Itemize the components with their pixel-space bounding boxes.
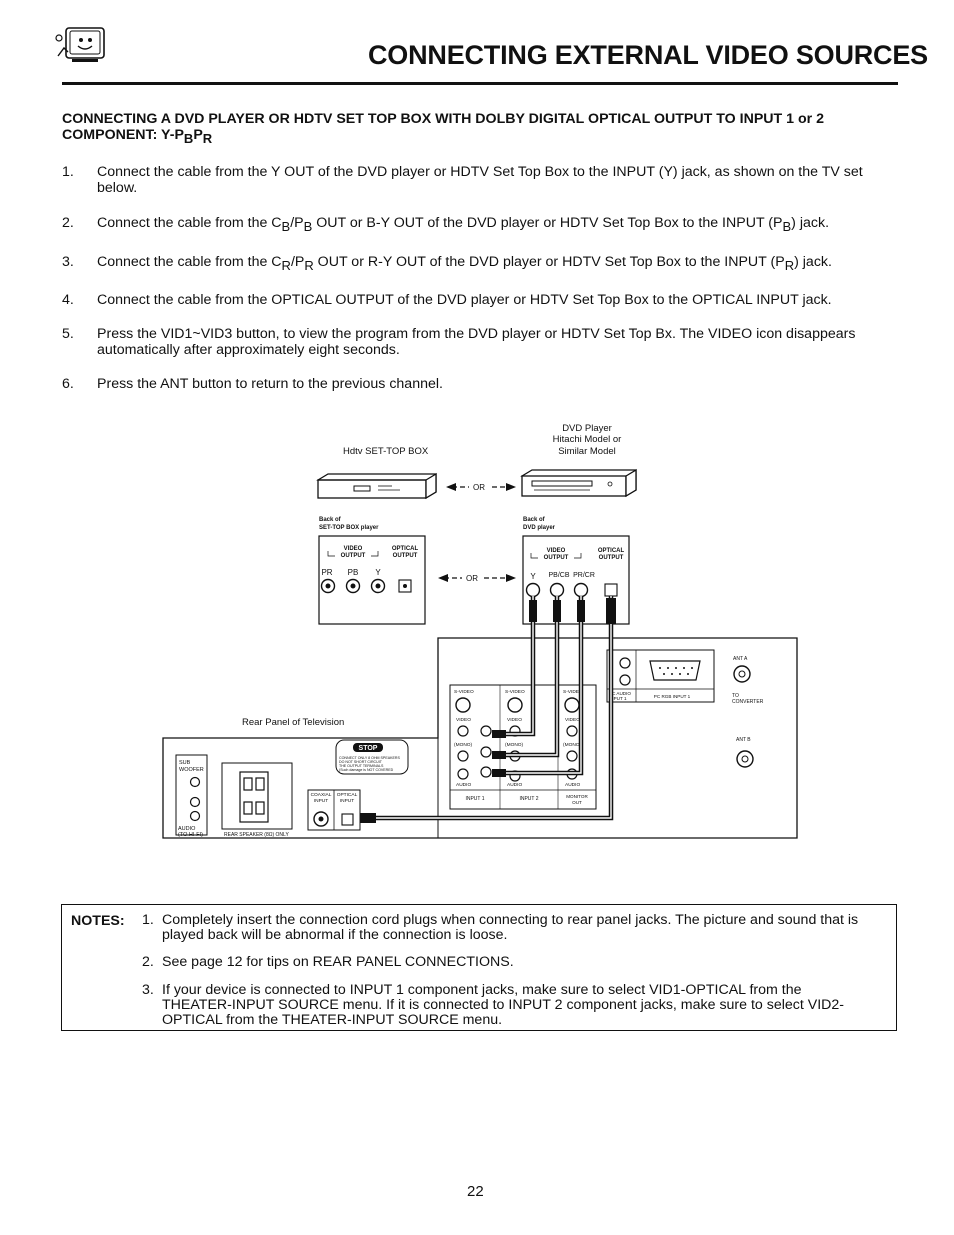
back-dvd-label-2: DVD player bbox=[523, 525, 556, 531]
tv-rear-panel bbox=[163, 638, 797, 838]
settop-back-panel bbox=[319, 536, 425, 624]
connection-diagram bbox=[160, 418, 800, 848]
dvd-player-illustration bbox=[522, 470, 636, 496]
dvd-jack-y: Y bbox=[530, 572, 536, 581]
svg-text:VIDEO: VIDEO bbox=[507, 718, 522, 723]
dvd-label-1: DVD Player bbox=[562, 423, 612, 434]
tv-mascot-icon bbox=[54, 26, 108, 66]
svg-text:ANT B: ANT B bbox=[736, 737, 751, 743]
svg-text:INPUT 1: INPUT 1 bbox=[465, 796, 485, 802]
notes-box: NOTES: 1. Completely insert the connection cord plugs when connecting to rear panel jacks. The picture and sound that is played back will be abnormal if the connection is loose. 2. See page 12 for tips on REAR PANEL CONNECTIONS. 3. If your device is connected to INPUT 1 component jacks, make sure to select VID1-OPTICAL from the THEATER-INPUT SOURCE menu. If it is connected to INPUT 2 component jacks, make sure to select VID2-OPTICAL from the THEATER-INPUT SOURCE menu. bbox=[61, 904, 897, 1031]
svg-text:S-VIDEO: S-VIDEO bbox=[505, 690, 525, 695]
svg-text:WOOFER: WOOFER bbox=[179, 767, 204, 773]
stop-warning-icon bbox=[336, 740, 408, 774]
svg-text:OPTICAL: OPTICAL bbox=[336, 793, 358, 798]
settop-box-illustration bbox=[318, 474, 436, 498]
svg-text:CONVERTER: CONVERTER bbox=[732, 699, 764, 705]
svg-text:COAXIAL: COAXIAL bbox=[310, 793, 332, 798]
svg-text:(MONO): (MONO) bbox=[563, 743, 582, 748]
or-label-middle: OR bbox=[466, 574, 478, 583]
back-settop-label-1: Back of bbox=[319, 517, 341, 523]
dvd-label-2: Hitachi Model or bbox=[552, 434, 622, 445]
svg-text:CONNECT ONLY 8 OHM SPEAKERS: CONNECT ONLY 8 OHM SPEAKERS bbox=[339, 756, 400, 760]
svg-text:S-VIDEO: S-VIDEO bbox=[454, 690, 474, 695]
svg-text:S-VIDEO: S-VIDEO bbox=[563, 690, 583, 695]
svg-text:INPUT 2: INPUT 2 bbox=[519, 796, 539, 802]
svg-text:OUTPUT: OUTPUT bbox=[340, 553, 366, 559]
svg-text:(MONO): (MONO) bbox=[454, 743, 473, 748]
svg-text:TO: TO bbox=[732, 693, 739, 699]
settop-jack-pr: PR bbox=[321, 568, 333, 577]
svg-text:SUB: SUB bbox=[179, 760, 191, 766]
svg-text:VIDEO: VIDEO bbox=[456, 718, 471, 723]
back-dvd-label-1: Back of bbox=[523, 517, 545, 523]
svg-text:PC RGB INPUT 1: PC RGB INPUT 1 bbox=[653, 694, 691, 699]
or-label-top: OR bbox=[473, 483, 485, 492]
svg-text:MONITOR: MONITOR bbox=[566, 794, 588, 799]
title-rule bbox=[62, 82, 898, 85]
settop-jack-pb: PB bbox=[347, 568, 359, 577]
dvd-label-3: Similar Model bbox=[558, 446, 616, 457]
settop-jack-y: Y bbox=[375, 568, 381, 577]
svg-text:AUDIO: AUDIO bbox=[507, 783, 523, 788]
svg-text:THE OUTPUT TERMINALS: THE OUTPUT TERMINALS bbox=[339, 764, 384, 768]
dvd-jack-pb: PB/CB bbox=[548, 572, 570, 579]
svg-text:VIDEO: VIDEO bbox=[546, 548, 566, 554]
svg-text:OUTPUT: OUTPUT bbox=[598, 555, 624, 561]
svg-text:OUTPUT: OUTPUT bbox=[392, 553, 418, 559]
svg-text:INPUT 1: INPUT 1 bbox=[609, 696, 627, 701]
svg-text:INPUT: INPUT bbox=[313, 799, 329, 804]
hdtv-settop-label: Hdtv SET-TOP BOX bbox=[343, 446, 429, 457]
svg-text:OUTPUT: OUTPUT bbox=[543, 555, 569, 561]
svg-text:(Such damage is NOT COVERED: (Such damage is NOT COVERED bbox=[339, 768, 394, 772]
or-arrow-middle bbox=[438, 572, 516, 584]
svg-text:VIDEO: VIDEO bbox=[565, 718, 580, 723]
svg-text:OPTICAL: OPTICAL bbox=[597, 548, 625, 554]
svg-text:OPTICAL: OPTICAL bbox=[391, 546, 419, 552]
section-heading: CONNECTING A DVD PLAYER OR HDTV SET TOP BOX WITH DOLBY DIGITAL OPTICAL OUTPUT TO INPUT 1 or 2 COMPONENT: $Y-P_BP_R$ bbox=[62, 111, 824, 146]
svg-text:DO NOT SHORT CIRCUIT: DO NOT SHORT CIRCUIT bbox=[339, 760, 382, 764]
cable-plugs-tv bbox=[492, 730, 506, 777]
svg-text:STOP: STOP bbox=[358, 745, 378, 752]
svg-text:AUDIO: AUDIO bbox=[565, 783, 581, 788]
svg-text:PC AUDIO: PC AUDIO bbox=[609, 691, 631, 696]
svg-text:(MONO): (MONO) bbox=[505, 743, 524, 748]
page-title: CONNECTING EXTERNAL VIDEO SOURCES bbox=[368, 40, 928, 70]
back-settop-label-2: SET-TOP BOX player bbox=[319, 525, 379, 531]
svg-text:AUDIO: AUDIO bbox=[456, 783, 472, 788]
svg-text:OUT: OUT bbox=[572, 800, 582, 805]
svg-text:ANT A: ANT A bbox=[733, 656, 748, 662]
svg-text:REAR SPEAKER (8Ω) ONLY: REAR SPEAKER (8Ω) ONLY bbox=[224, 832, 289, 838]
svg-text:INPUT: INPUT bbox=[339, 799, 355, 804]
or-arrow-top bbox=[446, 481, 516, 493]
svg-text:(TO HI-FI): (TO HI-FI) bbox=[178, 832, 203, 838]
notes-label: NOTES: bbox=[71, 913, 125, 929]
page-number: 22 bbox=[467, 1183, 484, 1200]
dvd-jack-pr: PR/CR bbox=[573, 572, 595, 579]
svg-text:AUDIO: AUDIO bbox=[178, 826, 196, 832]
rear-panel-label: Rear Panel of Television bbox=[242, 717, 345, 728]
svg-text:VIDEO: VIDEO bbox=[343, 546, 363, 552]
